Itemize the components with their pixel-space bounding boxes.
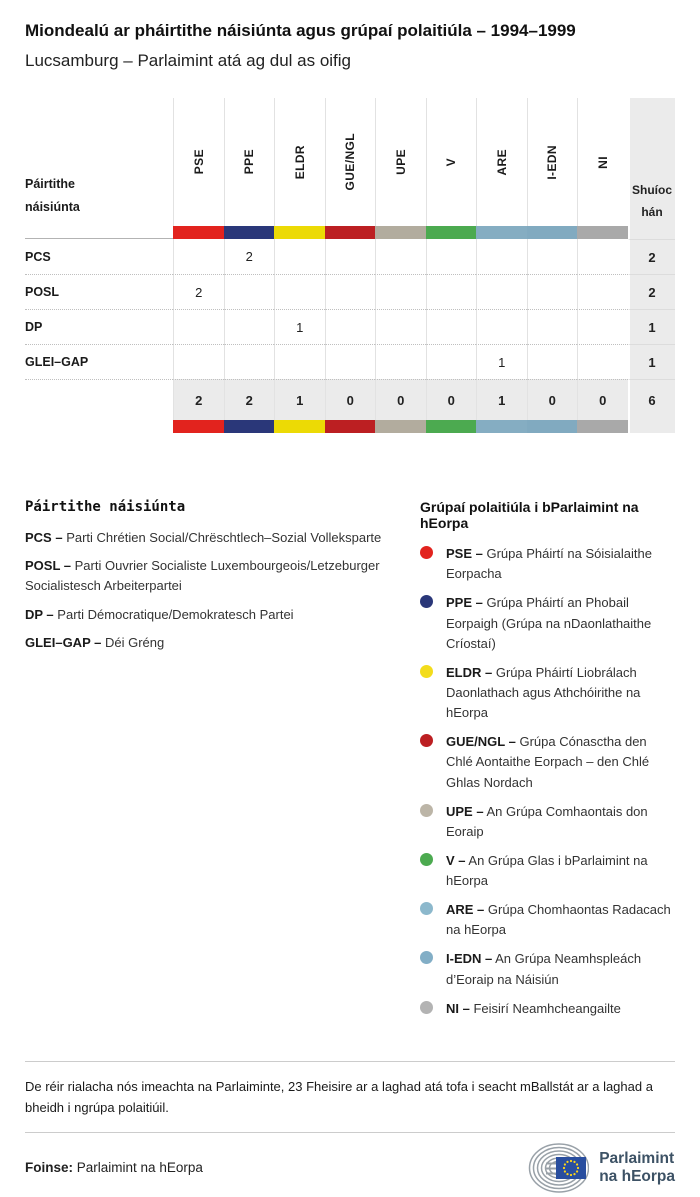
group-color-dot [420,546,433,559]
column-header-pse: PSE [173,98,224,226]
column-header-are: ARE [476,98,527,226]
group-color-swatch [274,226,325,239]
political-groups-heading: Grúpaí polaitiúla i bParlaimint na hEorpa [420,499,639,532]
value-cell: 1 [476,344,527,379]
party-row-label: GLEI–GAP [25,344,173,379]
political-groups-legend [420,499,675,1028]
column-header-iedn: I-EDN [527,98,578,226]
group-color-swatch [173,226,224,239]
seats-cell: 2 [628,274,675,309]
party-legend-item: DP – Parti Démocratique/Demokratesch Partei [25,606,294,622]
value-cell [476,239,527,274]
party-row-label: PCS [25,249,51,264]
total-cell: 2 [173,379,224,420]
total-cell: 1 [476,379,527,420]
group-color-swatch [173,420,224,433]
footer-spacer [25,420,173,433]
column-header-upe: UPE [375,98,426,226]
group-color-dot [420,1001,433,1014]
group-legend-item: ARE – Grúpa Chomhaontas Radacach na hEorpa [420,900,675,940]
column-header-guengl: GUE/NGL [325,98,376,226]
column-header-ni: NI [577,98,628,226]
group-color-dot [420,804,433,817]
group-legend-item: V – An Grúpa Glas i bParlaimint na hEorpa [420,851,675,891]
logo-wordmark: Parlaimint na hEorpa [599,1149,675,1185]
value-cell [527,309,578,344]
value-cell: 2 [224,239,275,274]
group-color-dot [420,595,433,608]
group-color-swatch [375,226,426,239]
divider [25,1132,675,1133]
party-legend-item: POSL – Parti Ouvrier Socialiste Luxembourgeois/Letzeburger Socialistesch Arbeiterpartei [25,558,380,594]
total-cell: 0 [527,379,578,420]
party-row-label: POSL [25,274,173,309]
value-cell [527,239,578,274]
totals-row-label [25,379,173,420]
seats-cell: 2 [628,239,675,274]
legends [25,499,675,1028]
total-seats-cell: 6 [628,379,675,420]
value-cell [426,239,477,274]
group-color-swatch [224,420,275,433]
value-cell [325,344,376,379]
national-parties-legend [25,499,390,1028]
group-color-dot [420,853,433,866]
value-cell [375,344,426,379]
value-cell [375,239,426,274]
value-cell [577,309,628,344]
row-header-label: Páirtithe náisiúnta [25,176,80,215]
seats-cell: 1 [628,344,675,379]
source-row [25,1139,675,1197]
value-cell [375,309,426,344]
value-cell: 1 [274,309,325,344]
group-color-swatch [577,226,628,239]
group-color-swatch [274,420,325,433]
group-color-swatch [375,420,426,433]
header-underline [25,226,173,239]
group-legend-item: PPE – Grúpa Pháirtí an Phobail Eorpaigh (Grúpa na nDaonlathaithe Críostaí) [420,593,675,653]
group-legend-item: PSE – Grúpa Pháirtí na Sóisialaithe Eorpacha [420,544,675,584]
group-color-dot [420,665,433,678]
group-legend-item: I-EDN – An Grúpa Neamhspleách d’Eoraip na Náisiún [420,949,675,989]
group-legend-item: NI – Feisirí Neamhcheangailte [420,999,675,1019]
value-cell [224,274,275,309]
value-cell [527,274,578,309]
divider [25,1061,675,1062]
value-cell [426,274,477,309]
value-cell [173,309,224,344]
total-cell: 0 [325,379,376,420]
value-cell [577,274,628,309]
value-cell [325,274,376,309]
party-legend-item: PCS – Parti Chrétien Social/Chrëschtlech–Sozial Volleksparte [25,530,382,546]
party-row-label: DP [25,309,173,344]
value-cell [274,274,325,309]
column-header-eldr: ELDR [274,98,325,226]
seats-column-header: Shuíochán [628,98,675,226]
page-subtitle: Lucsamburg – Parlaimint atá ag dul as oifig [25,51,352,71]
total-cell: 2 [224,379,275,420]
value-cell [224,344,275,379]
footnote: De réir rialacha nós imeachta na Parlaiminte, 23 Fheisire ar a laghad atá tofa i seacht mBallstát ar a laghad a bheidh i ngrúpa polaitiúil. [25,1078,653,1116]
total-cell: 0 [375,379,426,420]
group-color-swatch [325,420,376,433]
column-header-ppe: PPE [224,98,275,226]
value-cell [325,239,376,274]
total-cell: 1 [274,379,325,420]
value-cell [375,274,426,309]
value-cell [476,274,527,309]
seats-column-bg [628,226,675,239]
group-color-swatch [426,226,477,239]
group-legend-item: ELDR – Grúpa Pháirtí Liobrálach Daonlathach agus Athchóirithe na hEorpa [420,663,675,723]
value-cell [577,239,628,274]
value-cell [577,344,628,379]
source-text: Foinse: Parlaimint na hEorpa [25,1160,203,1176]
page-title: Miondealú ar pháirtithe náisiúnta agus grúpaí polaitiúla – 1994–1999 [25,21,576,40]
group-legend-item: GUE/NGL – Grúpa Cónasctha den Chlé Aontaithe Eorpach – den Chlé Ghlas Nordach [420,732,675,792]
value-cell: 2 [173,274,224,309]
value-cell [274,239,325,274]
group-color-swatch [527,420,578,433]
group-color-swatch [224,226,275,239]
group-color-swatch [325,226,376,239]
group-color-swatch [476,226,527,239]
national-parties-heading: Páirtithe náisiúnta [25,499,186,516]
group-color-dot [420,902,433,915]
value-cell [173,344,224,379]
seats-cell: 1 [628,309,675,344]
group-color-swatch [527,226,578,239]
value-cell [224,309,275,344]
seats-column-bg [628,420,675,433]
group-color-dot [420,951,433,964]
value-cell [426,309,477,344]
hemicycle-icon [523,1142,589,1194]
value-cell [173,239,224,274]
value-cell [426,344,477,379]
party-legend-item: GLEI–GAP – Déi Gréng [25,634,165,650]
value-cell [274,344,325,379]
group-legend-item: UPE – An Grúpa Comhaontais don Eoraip [420,802,675,842]
value-cell [476,309,527,344]
value-cell [527,344,578,379]
european-parliament-logo [523,1142,675,1194]
group-color-dot [420,734,433,747]
value-cell [325,309,376,344]
group-color-swatch [476,420,527,433]
group-color-swatch [426,420,477,433]
total-cell: 0 [426,379,477,420]
results-table [25,98,675,433]
total-cell: 0 [577,379,628,420]
group-color-swatch [577,420,628,433]
column-header-v: V [426,98,477,226]
